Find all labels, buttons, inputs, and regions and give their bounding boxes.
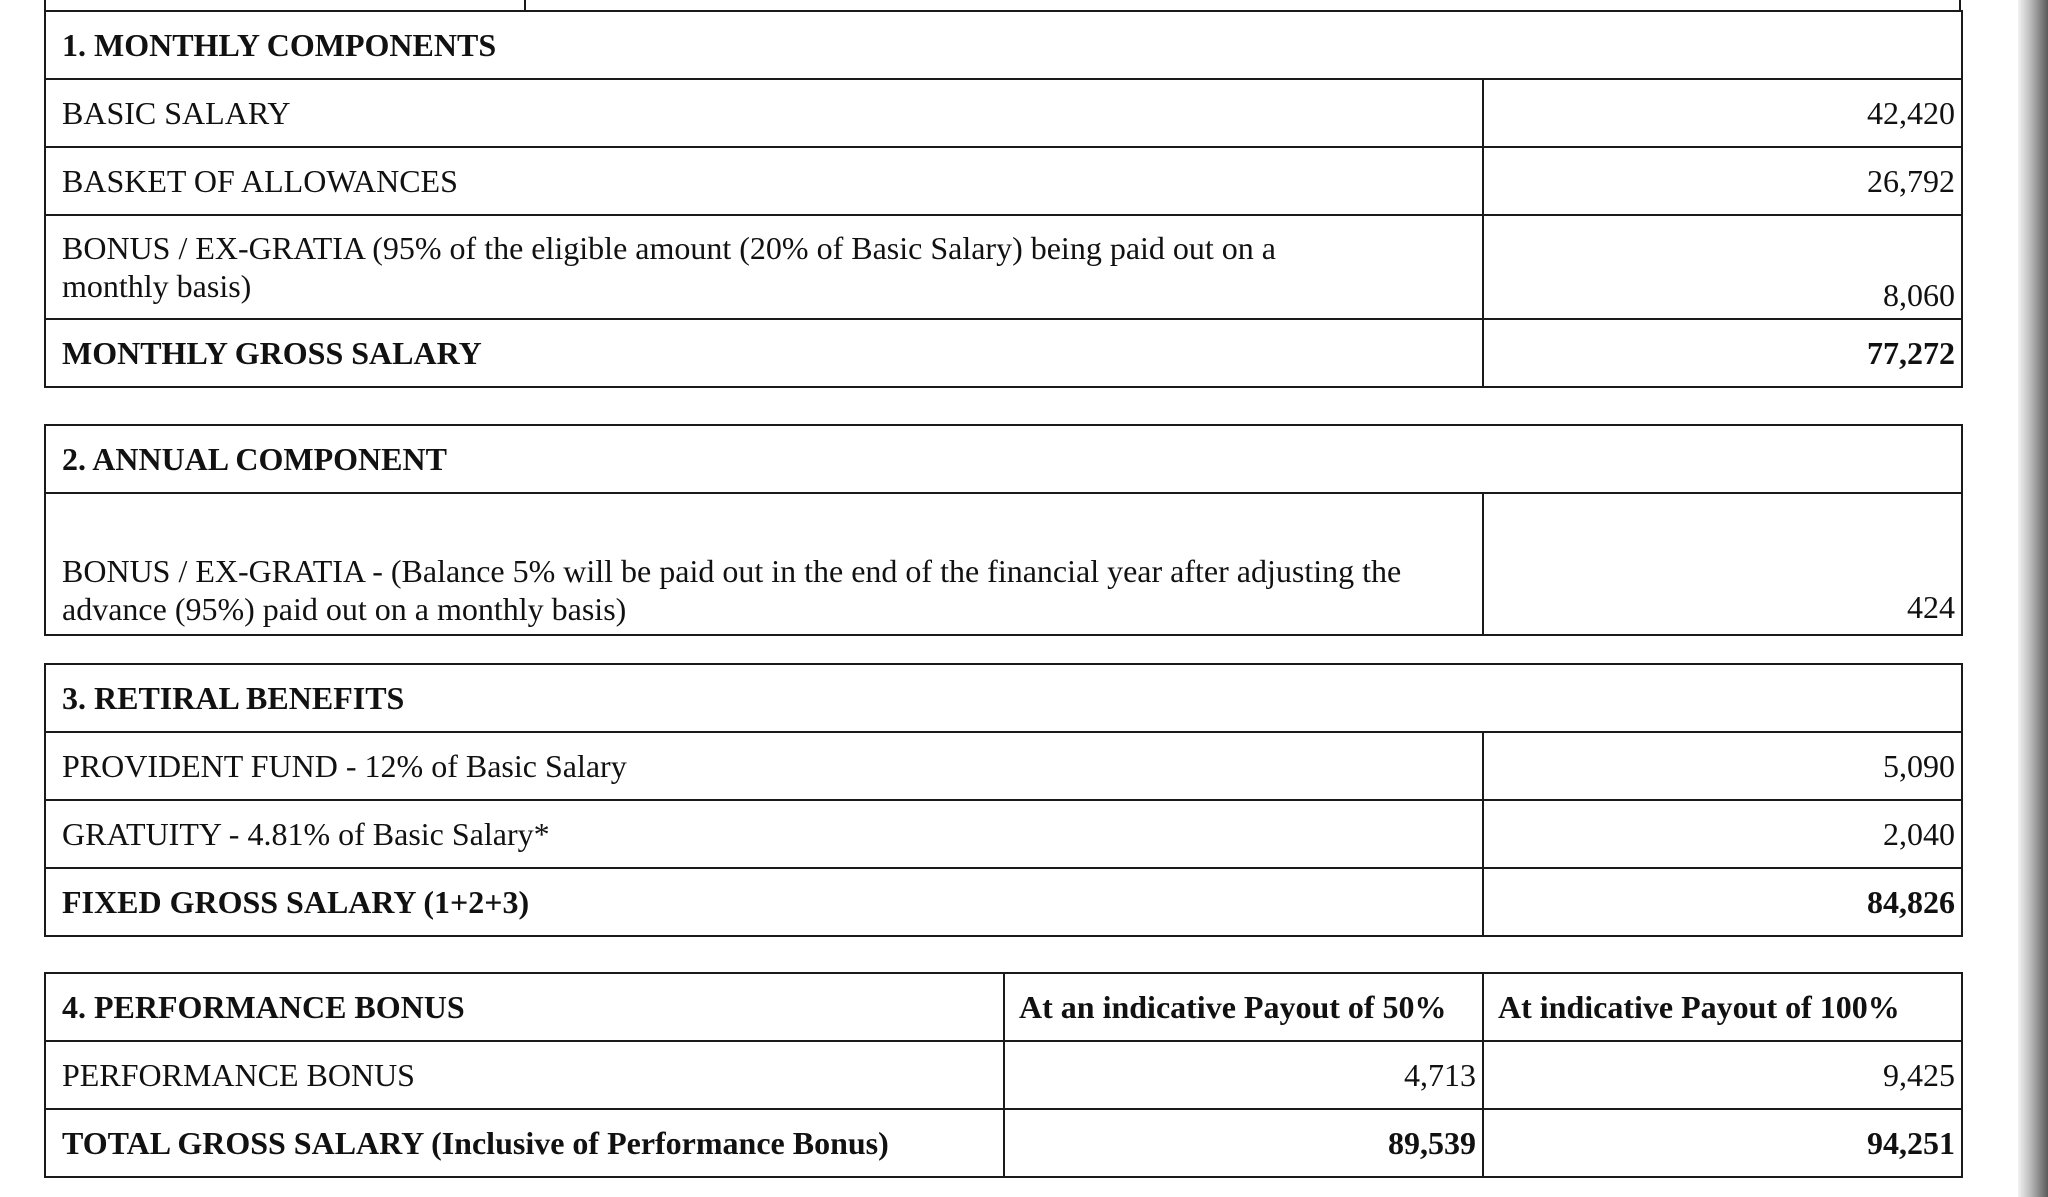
row-value: 424 xyxy=(1483,493,1962,635)
table-row xyxy=(45,215,1962,319)
row-label: GRATUITY - 4.81% of Basic Salary* xyxy=(45,800,1483,868)
total-value-50: 89,539 xyxy=(1004,1109,1483,1177)
performance-bonus-table xyxy=(44,972,1963,1178)
total-value: 84,826 xyxy=(1483,868,1962,936)
annual-header-row xyxy=(45,425,1962,493)
monthly-components-table xyxy=(44,10,1963,388)
retiral-benefits-table xyxy=(44,663,1963,937)
monthly-header-row xyxy=(45,11,1962,79)
row-label: PROVIDENT FUND - 12% of Basic Salary xyxy=(45,732,1483,800)
row-value-50: 4,713 xyxy=(1004,1041,1483,1109)
retiral-header-row xyxy=(45,664,1962,732)
column-header-100: At indicative Payout of 100% xyxy=(1483,973,1962,1041)
annual-component-table xyxy=(44,424,1963,636)
table-row xyxy=(45,493,1962,635)
row-label: BONUS / EX-GRATIA - (Balance 5% will be paid out in the end of the financial year after adjusting the advance (95%) paid out on a monthly basis) xyxy=(45,493,1483,635)
performance-header: 4. PERFORMANCE BONUS xyxy=(45,973,1004,1041)
annual-header: 2. ANNUAL COMPONENT xyxy=(45,425,1962,493)
column-header-50: At an indicative Payout of 50% xyxy=(1004,973,1483,1041)
total-row xyxy=(45,319,1962,387)
table-row xyxy=(45,147,1962,215)
total-label: TOTAL GROSS SALARY (Inclusive of Performance Bonus) xyxy=(45,1109,1004,1177)
page-edge-shadow xyxy=(2018,0,2048,1197)
row-value: 8,060 xyxy=(1483,215,1962,319)
total-row xyxy=(45,868,1962,936)
total-label: FIXED GROSS SALARY (1+2+3) xyxy=(45,868,1483,936)
table-row xyxy=(45,732,1962,800)
total-value-100: 94,251 xyxy=(1483,1109,1962,1177)
table-row xyxy=(45,800,1962,868)
total-value: 77,272 xyxy=(1483,319,1962,387)
row-label: BONUS / EX-GRATIA (95% of the eligible amount (20% of Basic Salary) being paid out on a monthly basis) xyxy=(45,215,1483,319)
row-label: PERFORMANCE BONUS xyxy=(45,1041,1004,1109)
total-label: MONTHLY GROSS SALARY xyxy=(45,319,1483,387)
performance-header-row xyxy=(45,973,1962,1041)
table-row xyxy=(45,79,1962,147)
row-value: 5,090 xyxy=(1483,732,1962,800)
row-value-100: 9,425 xyxy=(1483,1041,1962,1109)
total-row xyxy=(45,1109,1962,1177)
table-row xyxy=(45,1041,1962,1109)
row-value: 42,420 xyxy=(1483,79,1962,147)
monthly-header: 1. MONTHLY COMPONENTS xyxy=(45,11,1962,79)
row-value: 26,792 xyxy=(1483,147,1962,215)
row-label: BASIC SALARY xyxy=(45,79,1483,147)
row-label: BASKET OF ALLOWANCES xyxy=(45,147,1483,215)
row-value: 2,040 xyxy=(1483,800,1962,868)
retiral-header: 3. RETIRAL BENEFITS xyxy=(45,664,1962,732)
